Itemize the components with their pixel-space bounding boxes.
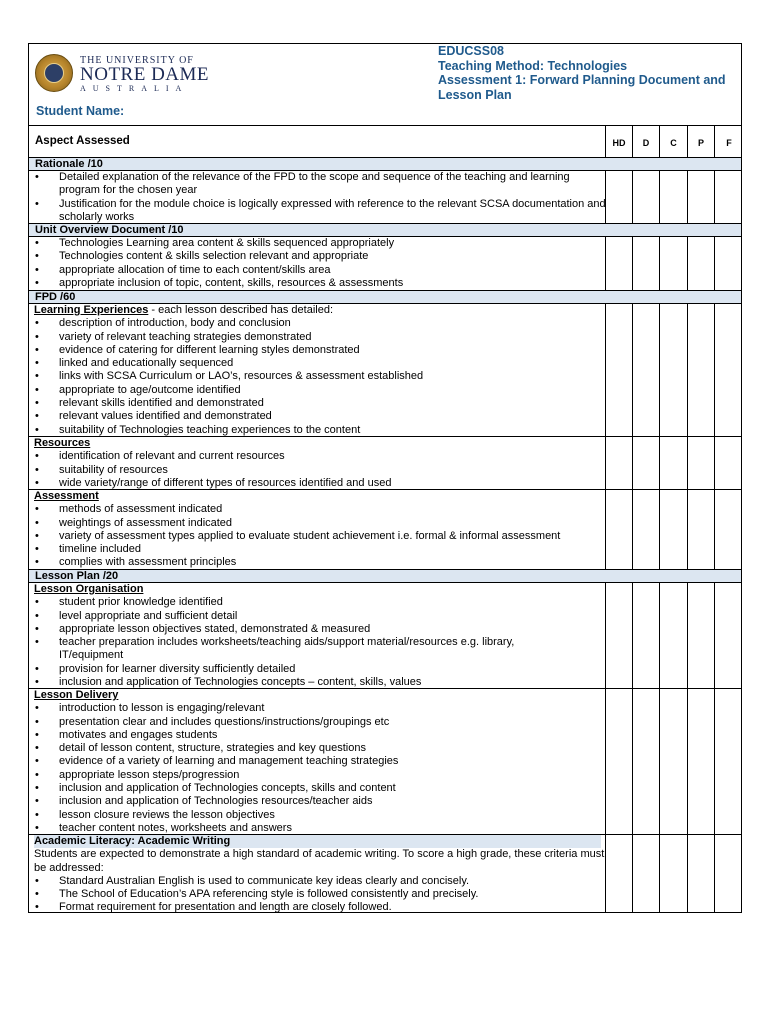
grade-cell-f[interactable] <box>714 237 743 290</box>
list-item: • appropriate lesson objectives stated, demonstrated & measured <box>34 623 610 636</box>
logo-line-3: AUSTRALIA <box>80 84 189 93</box>
learning-experiences-intro: - each lesson described has detailed: <box>148 304 333 316</box>
grade-cell-p[interactable] <box>687 304 714 436</box>
grade-cell-p[interactable] <box>687 583 714 688</box>
column-header-row <box>29 126 741 158</box>
list-item: • Format requirement for presentation and length are closely followed. <box>34 901 610 914</box>
grade-cell-f[interactable] <box>714 835 743 912</box>
grade-cells <box>605 304 743 436</box>
list-item: • suitability of Technologies teaching experiences to the content <box>34 424 610 437</box>
grade-header-p: P <box>687 126 714 157</box>
learning-experiences-heading: Learning Experiences <box>34 304 149 316</box>
grade-cell-c[interactable] <box>659 689 687 834</box>
list-item: • presentation clear and includes questions/instructions/groupings etc <box>34 716 610 729</box>
grade-cells <box>605 237 743 290</box>
grade-cell-d[interactable] <box>632 583 659 688</box>
grade-cell-p[interactable] <box>687 835 714 912</box>
grade-cell-p[interactable] <box>687 490 714 569</box>
criteria-block-lesson-organisation <box>29 583 741 689</box>
list-item: • Technologies content & skills selection relevant and appropriate <box>34 250 610 263</box>
grade-cell-p[interactable] <box>687 171 714 223</box>
lesson-delivery-list <box>34 702 610 835</box>
resources-list <box>34 450 610 490</box>
list-item: • motivates and engages students <box>34 729 610 742</box>
lesson-organisation-heading: Lesson Organisation <box>34 583 144 595</box>
grade-cell-c[interactable] <box>659 304 687 436</box>
grade-header-f: F <box>714 126 743 157</box>
grade-header-d: D <box>632 126 659 157</box>
list-item: • inclusion and application of Technologies concepts, skills and content <box>34 782 610 795</box>
academic-literacy-intro: Students are expected to demonstrate a high standard of academic writing. To score a high grade, these criteria must be addressed: <box>34 848 605 874</box>
list-item: • The School of Education’s APA referencing style is followed consistently and precisely. <box>34 888 610 901</box>
logo-line-1: THE UNIVERSITY OF <box>80 55 194 66</box>
criteria-block-assessment <box>29 490 741 570</box>
list-item: • Standard Australian English is used to communicate key ideas clearly and concisely. <box>34 875 610 888</box>
grade-cell-d[interactable] <box>632 437 659 489</box>
lesson-organisation-list <box>34 596 610 689</box>
list-item: • Technologies Learning area content & skills sequenced appropriately <box>34 237 610 250</box>
grade-cell-hd[interactable] <box>605 689 632 834</box>
academic-literacy-list <box>34 875 610 915</box>
section-rationale: Rationale /10 <box>29 158 741 171</box>
unit-info <box>438 44 743 102</box>
rubric-header <box>29 44 741 126</box>
list-item: • teacher content notes, worksheets and answers <box>34 822 610 835</box>
list-item: • suitability of resources <box>34 464 610 477</box>
section-lesson-plan: Lesson Plan /20 <box>29 570 741 583</box>
criteria-block-unit-overview <box>29 237 741 291</box>
resources-heading: Resources <box>34 437 91 449</box>
lesson-delivery-heading: Lesson Delivery <box>34 689 119 701</box>
criteria-block-learning-experiences <box>29 304 741 437</box>
list-item: • detail of lesson content, structure, strategies and key questions <box>34 742 610 755</box>
grade-cell-f[interactable] <box>714 304 743 436</box>
list-item: • variety of assessment types applied to evaluate student achievement i.e. formal & informal assessment <box>34 530 610 543</box>
grade-cell-c[interactable] <box>659 171 687 223</box>
grade-cells <box>605 689 743 834</box>
list-item: • links with SCSA Curriculum or LAO’s, resources & assessment established <box>34 370 610 383</box>
grade-cell-c[interactable] <box>659 490 687 569</box>
list-item: • level appropriate and sufficient detail <box>34 610 610 623</box>
section-fpd: FPD /60 <box>29 291 741 304</box>
list-item: • appropriate to age/outcome identified <box>34 384 610 397</box>
logo-line-2: NOTRE DAME <box>80 64 210 85</box>
list-item: • methods of assessment indicated <box>34 503 610 516</box>
criteria-block-rationale <box>29 171 741 224</box>
assessment-list <box>34 503 610 569</box>
grade-cell-hd[interactable] <box>605 304 632 436</box>
list-item: • student prior knowledge identified <box>34 596 610 609</box>
grade-cell-c[interactable] <box>659 835 687 912</box>
list-item: • weightings of assessment indicated <box>34 517 610 530</box>
grade-header-hd: HD <box>605 126 632 157</box>
grade-cell-d[interactable] <box>632 171 659 223</box>
list-item: • timeline included <box>34 543 610 556</box>
grade-cell-c[interactable] <box>659 583 687 688</box>
aspect-assessed-header: Aspect Assessed <box>35 135 130 147</box>
grade-cell-d[interactable] <box>632 689 659 834</box>
list-item: • Justification for the module choice is logically expressed with reference to the relevant SCSA documentation and scholarly works <box>34 198 610 225</box>
grade-cell-f[interactable] <box>714 689 743 834</box>
learning-experiences-heading-line <box>34 304 610 317</box>
grade-cell-f[interactable] <box>714 583 743 688</box>
grade-cells <box>605 490 743 569</box>
list-item: • evidence of catering for different learning styles demonstrated <box>34 344 610 357</box>
grade-cell-d[interactable] <box>632 835 659 912</box>
grade-cell-hd[interactable] <box>605 237 632 290</box>
list-item: • relevant values identified and demonstrated <box>34 410 610 423</box>
list-item: • appropriate allocation of time to each content/skills area <box>34 264 610 277</box>
list-item: • wide variety/range of different types of resources identified and used <box>34 477 610 490</box>
list-item: • identification of relevant and current resources <box>34 450 610 463</box>
rationale-list <box>34 171 610 224</box>
university-logo <box>35 54 210 94</box>
assessment-heading: Assessment <box>34 490 99 502</box>
list-item: • evidence of a variety of learning and management teaching strategies <box>34 755 610 768</box>
list-item: • inclusion and application of Technologies concepts – content, skills, values <box>34 676 610 689</box>
grade-cell-p[interactable] <box>687 689 714 834</box>
grade-cell-d[interactable] <box>632 237 659 290</box>
criteria-block-lesson-delivery <box>29 689 741 835</box>
assessment-title: Assessment 1: Forward Planning Document and Lesson Plan <box>438 73 726 102</box>
grade-cell-f[interactable] <box>714 171 743 223</box>
list-item: • description of introduction, body and conclusion <box>34 317 610 330</box>
list-item: • introduction to lesson is engaging/relevant <box>34 702 610 715</box>
grade-cell-p[interactable] <box>687 437 714 489</box>
grade-cell-f[interactable] <box>714 437 743 489</box>
list-item: • provision for learner diversity sufficiently detailed <box>34 663 610 676</box>
grade-cell-d[interactable] <box>632 490 659 569</box>
grade-cells <box>605 583 743 688</box>
list-item: • teacher preparation includes worksheets/teaching aids/support material/resources e.g. library, IT/equipment <box>34 636 610 663</box>
grade-cell-hd[interactable] <box>605 490 632 569</box>
list-item: • Detailed explanation of the relevance of the FPD to the scope and sequence of the teaching and learning program for the chosen year <box>34 171 610 198</box>
unit-title: Teaching Method: Technologies <box>438 58 628 73</box>
grade-cell-c[interactable] <box>659 437 687 489</box>
unit-code: EDUCSS08 <box>438 44 504 58</box>
list-item: • complies with assessment principles <box>34 556 610 569</box>
learning-experiences-list <box>34 317 610 437</box>
criteria-block-academic-literacy <box>29 835 741 912</box>
grade-cell-d[interactable] <box>632 304 659 436</box>
list-item: • variety of relevant teaching strategies demonstrated <box>34 331 610 344</box>
marking-rubric <box>28 43 742 913</box>
grade-header-c: C <box>659 126 687 157</box>
grade-cell-f[interactable] <box>714 490 743 569</box>
student-name-label: Student Name: <box>36 104 125 118</box>
list-item: • inclusion and application of Technologies resources/teacher aids <box>34 795 610 808</box>
list-item: • linked and educationally sequenced <box>34 357 610 370</box>
grade-cell-hd[interactable] <box>605 583 632 688</box>
list-item: • relevant skills identified and demonstrated <box>34 397 610 410</box>
list-item: • appropriate inclusion of topic, content, skills, resources & assessments <box>34 277 610 290</box>
grade-cell-hd[interactable] <box>605 437 632 489</box>
academic-literacy-heading: Academic Literacy: Academic Writing <box>34 835 601 848</box>
grade-cells <box>605 171 743 223</box>
grade-cell-p[interactable] <box>687 237 714 290</box>
list-item: • lesson closure reviews the lesson objectives <box>34 809 610 822</box>
grade-cell-hd[interactable] <box>605 171 632 223</box>
grade-cell-c[interactable] <box>659 237 687 290</box>
unit-overview-list <box>34 237 610 290</box>
section-unit-overview: Unit Overview Document /10 <box>29 224 741 237</box>
criteria-block-resources <box>29 437 741 490</box>
university-crest-icon <box>35 54 73 92</box>
grade-cells <box>605 835 743 912</box>
grade-cell-hd[interactable] <box>605 835 632 912</box>
list-item: • appropriate lesson steps/progression <box>34 769 610 782</box>
grade-cells <box>605 437 743 489</box>
